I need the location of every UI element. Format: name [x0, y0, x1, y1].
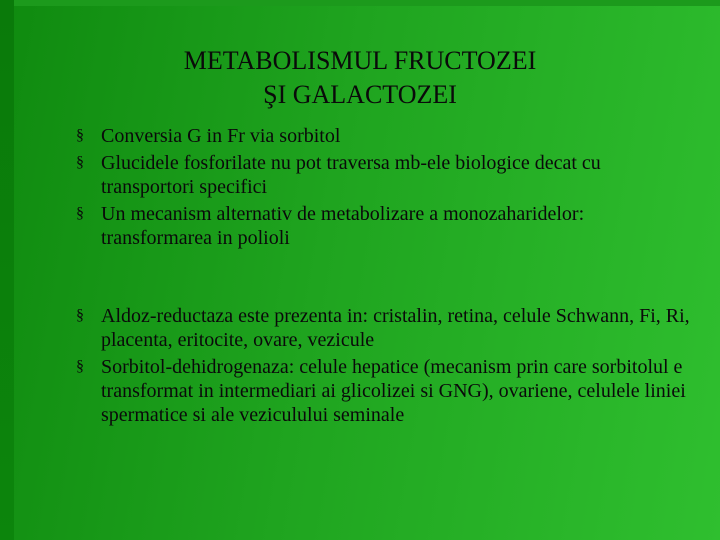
slide-top-bar	[0, 0, 720, 6]
section-sign-bullet-icon: §	[76, 205, 84, 222]
bullet-item	[68, 202, 696, 250]
bullet-text: Un mecanism alternativ de metabolizare a monozaharidelor: transformarea in polioli	[101, 203, 585, 249]
bullet-list	[68, 124, 696, 250]
bullet-text: Aldoz-reductaza este prezenta in: cristalin, retina, celule Schwann, Fi, Ri, placenta, eritocite, ovare, vezicule	[101, 305, 690, 351]
slide-title-line-2: ŞI GALACTOZEI	[263, 80, 457, 109]
bullet-item	[68, 304, 696, 352]
bullet-item	[68, 124, 696, 148]
bullet-group-spacer	[68, 253, 696, 304]
bullet-text: Glucidele fosforilate nu pot traversa mb-ele biologice decat cu transportori specifici	[101, 152, 601, 198]
section-sign-bullet-icon: §	[76, 127, 84, 144]
section-sign-bullet-icon: §	[76, 307, 84, 324]
bullet-item	[68, 355, 696, 427]
section-sign-bullet-icon: §	[76, 358, 84, 375]
slide-content	[68, 124, 696, 430]
bullet-item	[68, 151, 696, 199]
slide-title-line-1: METABOLISMUL FRUCTOZEI	[183, 46, 537, 75]
bullet-text: Sorbitol-dehidrogenaza: celule hepatice (mecanism prin care sorbitolul e transformat in intermediari ai glicolizei si GNG), ovariene, celulele liniei spermatice si ale veziculului seminale	[101, 356, 686, 426]
bullet-list	[68, 304, 696, 427]
slide-title	[0, 44, 720, 112]
bullet-text: Conversia G in Fr via sorbitol	[101, 125, 341, 147]
section-sign-bullet-icon: §	[76, 154, 84, 171]
